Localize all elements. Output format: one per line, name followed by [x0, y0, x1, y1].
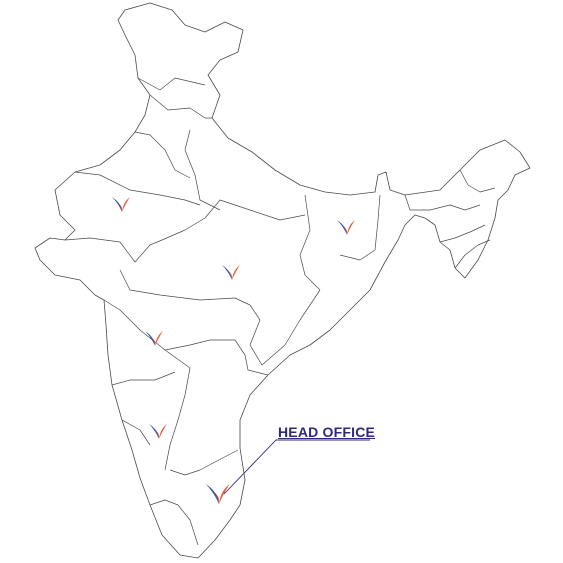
head-office-leader-line [224, 440, 370, 494]
india-mainland-outline [35, 3, 530, 558]
head-office-label[interactable]: HEAD OFFICE [278, 424, 376, 440]
